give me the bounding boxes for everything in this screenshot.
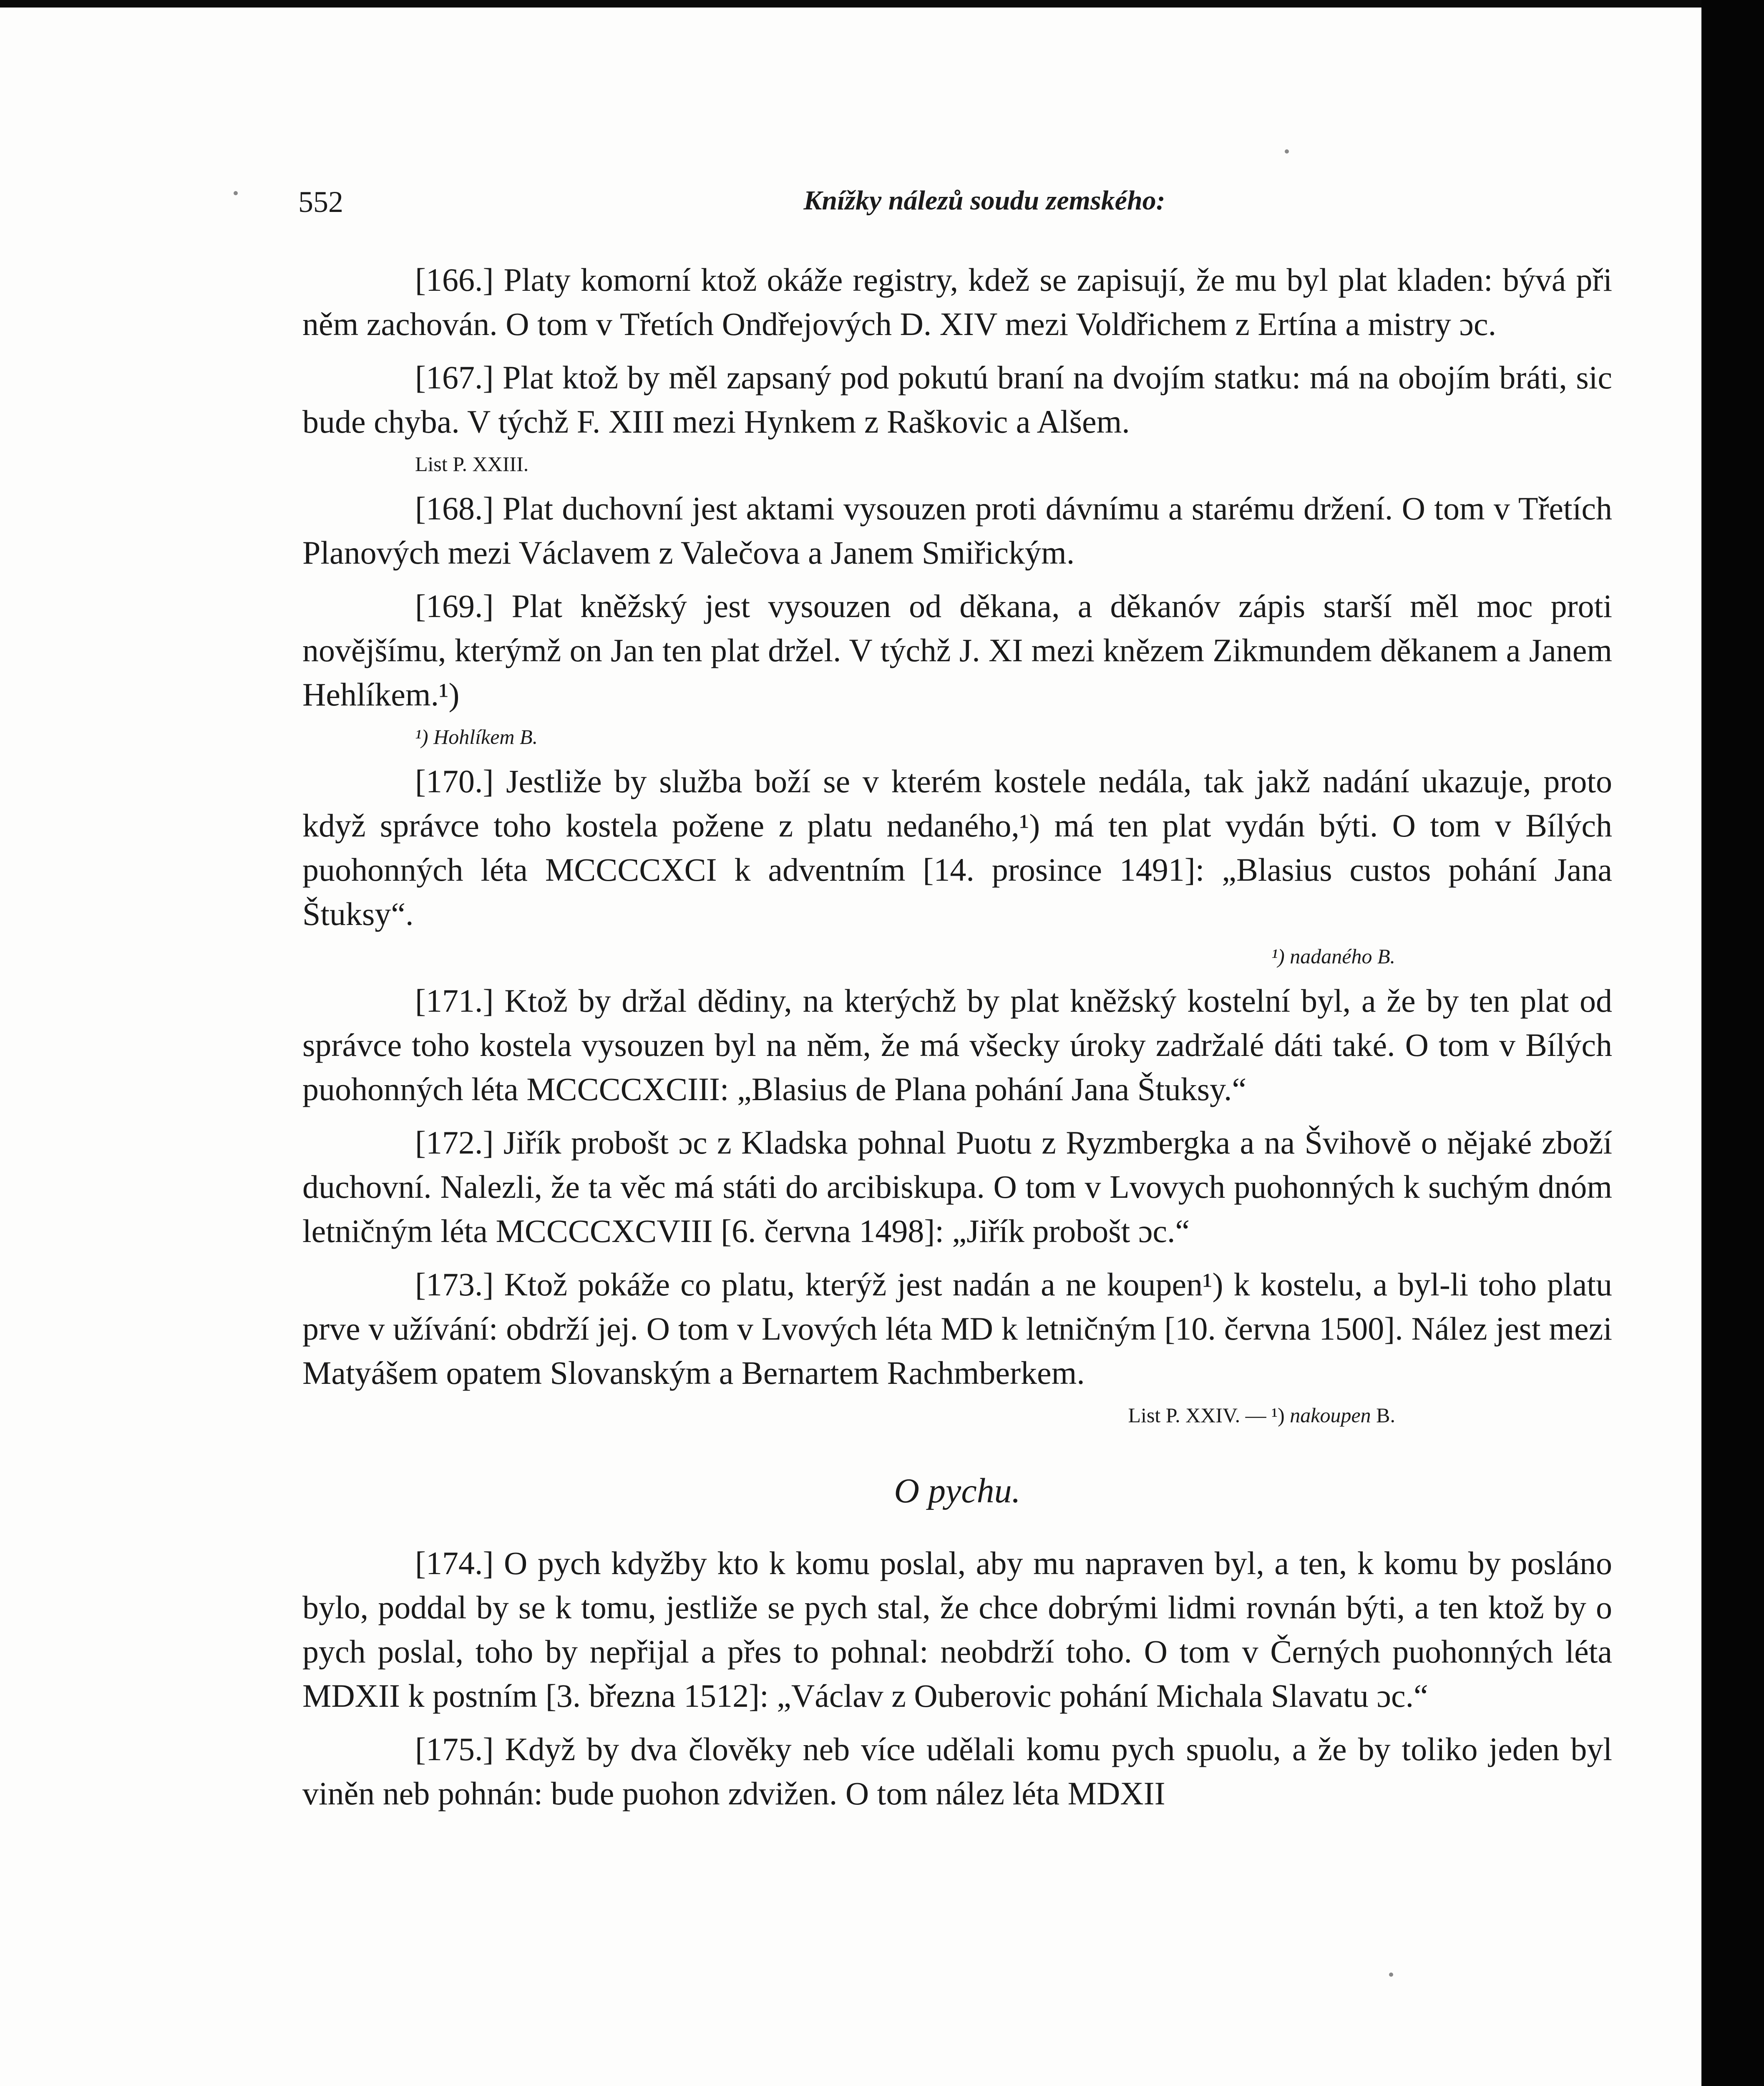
section-title: O pychu. [894,1471,1021,1510]
margin-note-list-xxiii: List P. XXIII. [415,452,529,476]
running-head: Knížky nálezů soudu zemského: [803,185,1165,216]
footnote-list-xxiv-prefix: List P. XXIV. — ¹) [1128,1403,1285,1427]
scan-speck [1389,1973,1393,1977]
footnote-list-xxiv [302,1402,1612,1428]
page-number: 552 [298,185,343,219]
paragraph-174: [174.] O pych kdyžby kto k komu poslal, aby mu napraven byl, a ten, k komu by posláno bylo, poddal by se k tomu, jestliže se pych stal, že chce dobrými lidmi rovnán býti, a ten ktož by o pych poslal, toho by nepřijal a přes to pohnal: neobdrží toho. O tom v Černých puohonných léta MDXII k postním [3. března 1512]: „Václav z Ouberovic pohání Michala Slavatu ɔc.“ [302,1545,1612,1714]
paragraph-170: [170.] Jestliže by služba boží se v kterém kostele nedála, tak jakž nadání ukazuje, proto když správce toho kostela požene z platu nedaného,¹) má ten plat vydán býti. O tom v Bílých puohonných léta MCCCCXCI k adventním [14. prosince 1491]: „Blasius custos pohání Jana Štuksy“. [302,763,1612,932]
main-text [302,258,1612,1825]
paragraph-168: [168.] Plat duchovní jest aktami vysouzen proti dávnímu a starému držení. O tom v Třetích Planových mezi Václavem z Valečova a Janem Smiřickým. [302,490,1612,571]
paragraph-166: [166.] Platy komorní ktož okáže registry, kdež se zapisují, že mu byl plat kladen: bývá při něm zachován. O tom v Třetích Ondřejových D. XIV mezi Voldřichem z Ertína a mistry ɔc. [302,262,1612,342]
scan-speck [1285,149,1289,154]
paragraph-175: [175.] Když by dva člověky neb více udělali komu pych spuolu, a že by toliko jeden byl viněn neb pohnán: bude puohon zdvižen. O tom nález léta MDXII [302,1731,1612,1811]
page-header [298,185,1604,235]
book-page [0,8,1701,2086]
footnote-hohlikem: ¹) Hohlíkem B. [415,725,538,748]
scan-border-top [0,0,1764,8]
paragraph-167: [167.] Plat ktož by měl zapsaný pod pokutú braní na dvojím statku: má na obojím bráti, sic bude chyba. V týchž F. XIII mezi Hynkem z Raškovic a Alšem. [302,359,1612,440]
paragraph-172: [172.] Jiřík probošt ɔc z Kladska pohnal Puotu z Ryzmbergka a na Švihově o nějaké zboží duchovní. Nalezli, že ta věc má státi do arcibiskupa. O tom v Lvovych puohonných k suchým dnóm letničným léta MCCCCXCVIII [6. června 1498]: „Jiřík probošt ɔc.“ [302,1124,1612,1249]
paragraph-169: [169.] Plat kněžský jest vysouzen od děkana, a děkanóv zápis starší měl moc proti novějšímu, kterýmž on Jan ten plat držel. V týchž J. XI mezi knězem Zikmundem děkanem a Janem Hehlíkem.¹) [302,588,1612,713]
footnote-nakoupen: nakoupen [1290,1403,1371,1427]
footnote-nadaneho: ¹) nadaného B. [1271,945,1395,968]
scan-speck [234,191,238,195]
footnote-list-xxiv-suffix: B. [1376,1403,1395,1427]
paragraph-173: [173.] Ktož pokáže co platu, kterýž jest nadán a ne koupen¹) k kostelu, a byl-li toho platu prve v užívání: obdrží jej. O tom v Lvových léta MD k letničným [10. června 1500]. Nález jest mezi Matyášem opatem Slovanským a Bernartem Rachmberkem. [302,1266,1612,1391]
scan-border-right [1701,0,1764,2086]
paragraph-171: [171.] Ktož by držal dědiny, na kterýchž by plat kněžský kostelní byl, a že by ten plat od správce toho kostela vysouzen byl na něm, že má všecky úroky zadržalé dáti také. O tom v Bílých puohonných léta MCCCCXCIII: „Blasius de Plana pohání Jana Štuksy.“ [302,983,1612,1107]
